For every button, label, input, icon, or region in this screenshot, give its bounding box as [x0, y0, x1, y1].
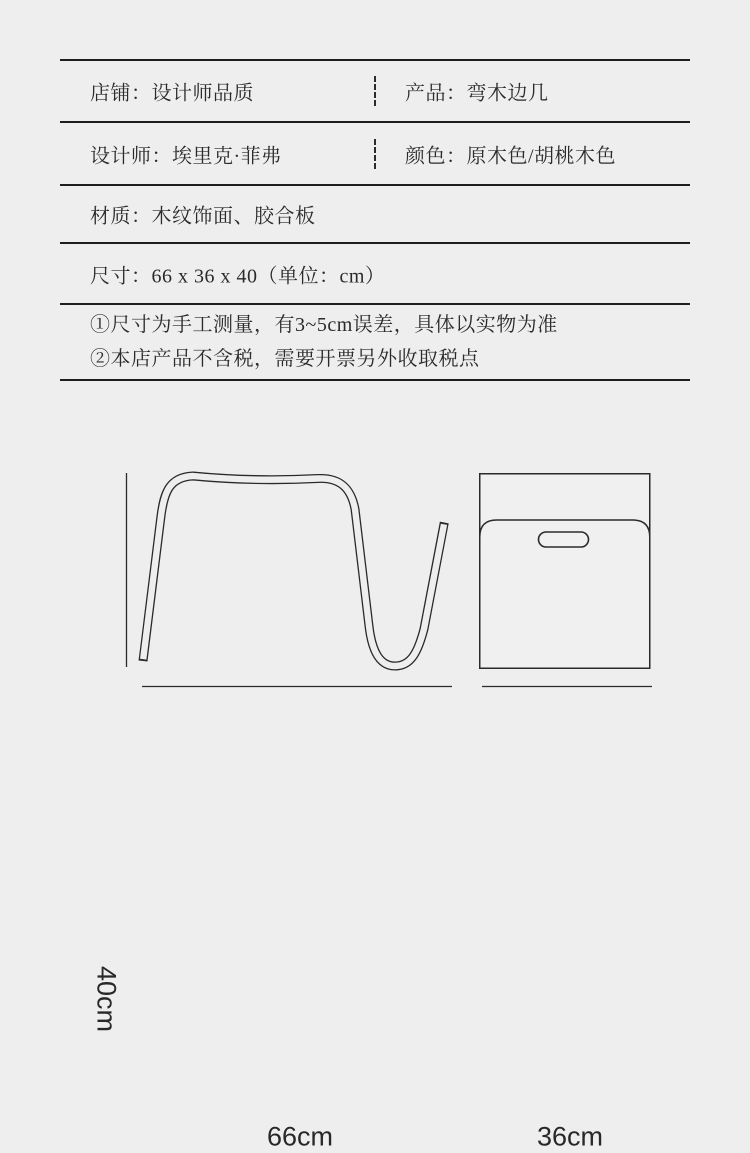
spec-row-designer-color — [60, 121, 690, 184]
notes-block — [90, 308, 558, 376]
spec-table — [60, 59, 690, 381]
note-line-1: ①尺寸为手工测量，有3~5cm误差，具体以实物为准 — [90, 314, 558, 336]
side-profile-inner — [143, 476, 444, 666]
spec-cell-designer: 设计师：埃里克·菲弗 — [90, 145, 282, 167]
spec-cell-material: 材质：木纹饰面、胶合板 — [90, 205, 316, 228]
spec-row-notes — [60, 303, 690, 381]
height-label: 40cm — [91, 965, 122, 1033]
spec-cell-shop: 店铺：设计师品质 — [90, 82, 254, 105]
spec-cell-color: 颜色：原木色/胡桃木色 — [405, 145, 617, 167]
spec-cell-size: 尺寸：66 x 36 x 40（单位：cm） — [90, 265, 386, 287]
spec-row-material — [60, 184, 690, 242]
front-width-label: 36cm — [536, 1121, 604, 1152]
spec-row-size — [60, 242, 690, 303]
dimension-drawing — [0, 430, 750, 1152]
dimension-drawing-svg — [0, 430, 750, 805]
side-profile-outline — [143, 476, 444, 666]
note-line-2: ②本店产品不含税，需要开票另外收取税点 — [90, 348, 480, 370]
column-divider — [374, 139, 376, 169]
column-divider — [374, 76, 376, 106]
front-view-panel — [480, 474, 650, 669]
spec-cell-product: 产品：弯木边几 — [405, 82, 549, 105]
spec-row-shop-product — [60, 59, 690, 121]
side-width-label: 66cm — [266, 1121, 334, 1152]
